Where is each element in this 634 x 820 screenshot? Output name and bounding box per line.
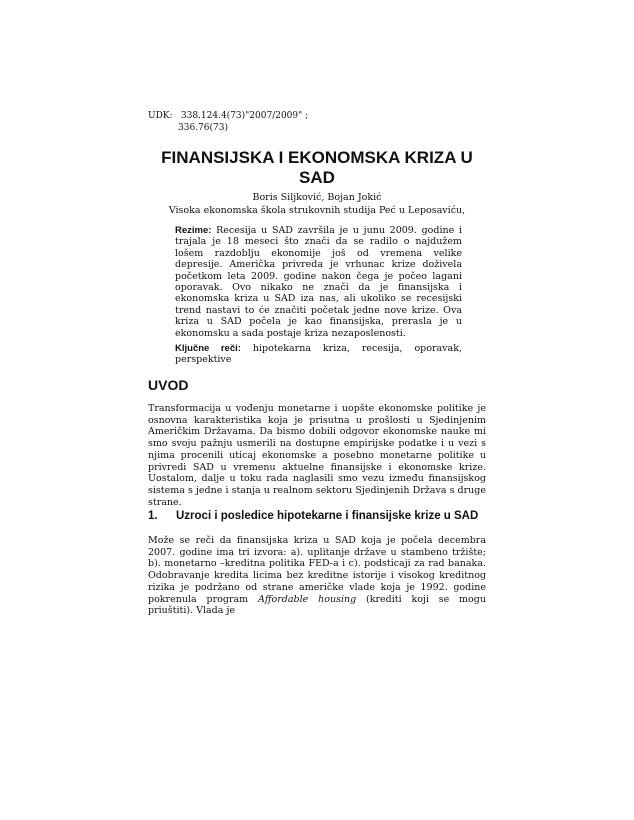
section-heading-1 (148, 510, 478, 522)
keywords-label: Ključne reči: (175, 343, 241, 354)
udk-label: UDK: (148, 111, 173, 121)
section-number: 1. (148, 510, 158, 522)
paper-affiliation: Visoka ekonomska škola strukovnih studija Peć u Leposaviću, (168, 205, 466, 216)
udk-code-line1: 338.124.4(73)"2007/2009" ; (180, 111, 309, 121)
udk-code-line2: 336.76(73) (178, 123, 228, 133)
udk-classification (148, 110, 308, 134)
paper-title: FINANSIJSKA I EKONOMSKA KRIZA U SAD (161, 148, 473, 187)
abstract (175, 225, 462, 339)
section-1-text-before: Može se reči da finansijska kriza u SAD koja je počela decembra 2007. godine ima tri izvora: a). uplitanje države u stambeno tržište; b). monetarno –kreditna politika FED-a i c). podsticaji za rad banaka. Odobravanje kredita licima bez kreditne istorije i visokog kreditnog rizika je podržano od strane američke vlade koja je 1992. godine pokrenula program (148, 535, 486, 605)
section-1-paragraph (148, 535, 486, 617)
paper-authors: Boris Siljković, Bojan Jokić (252, 192, 382, 203)
abstract-text: Recesija u SAD završila je u junu 2009. godine i trajala je 18 meseci što znači da se radilo o najdužem lošem razdoblju ekonomije još od vremena velike depresije. Američka privreda je vrhunac krize doživela početkom leta 2009. godine nakon čega je počeo lagani oporavak. Ovo nikako ne znači da je finansijska i ekonomska kriza u SAD iza nas, ali ukoliko se recesijski trend nastavi to će značiti početak jedne nove krize. Ova kriza u SAD počela je kao finansijska, prerasla je u ekonomsku a sada postaje kriza nezaposlenosti. (175, 225, 462, 339)
keywords-text: hipotekarna kriza, recesija, oporavak, perspektive (175, 343, 462, 366)
keywords (175, 343, 462, 366)
uvod-paragraph: Transformacija u vođenju monetarne i uopšte ekonomske politike je osnovna karakteristika koja je prisutna u prošlosti u Sjedinjenim Američkim Državama. Da bismo dobili odgovor ekonomske nauke mi smo svoju pažnju usmerili na dostupne empirijske podatke i u vezi s njima procenili uticaj ekonomske a posebno monetarne politike u privredi SAD u vremenu aktuelne finansijske i ekonomske krize. Uostalom, dalje u toku rada naglasili smo vezu između finansijskog sistema s jedne i stanja u realnom sektoru Sjedinjenih Država s druge strane. (148, 403, 486, 508)
section-title: Uzroci i posledice hipotekarne i finansijske krize u SAD (176, 510, 479, 522)
abstract-label: Rezime: (175, 225, 212, 236)
section-heading-uvod: UVOD (148, 377, 189, 393)
section-1-text-after: (krediti koji se mogu priuštiti). Vlada je (148, 593, 486, 617)
program-name: Affordable housing (257, 593, 357, 605)
